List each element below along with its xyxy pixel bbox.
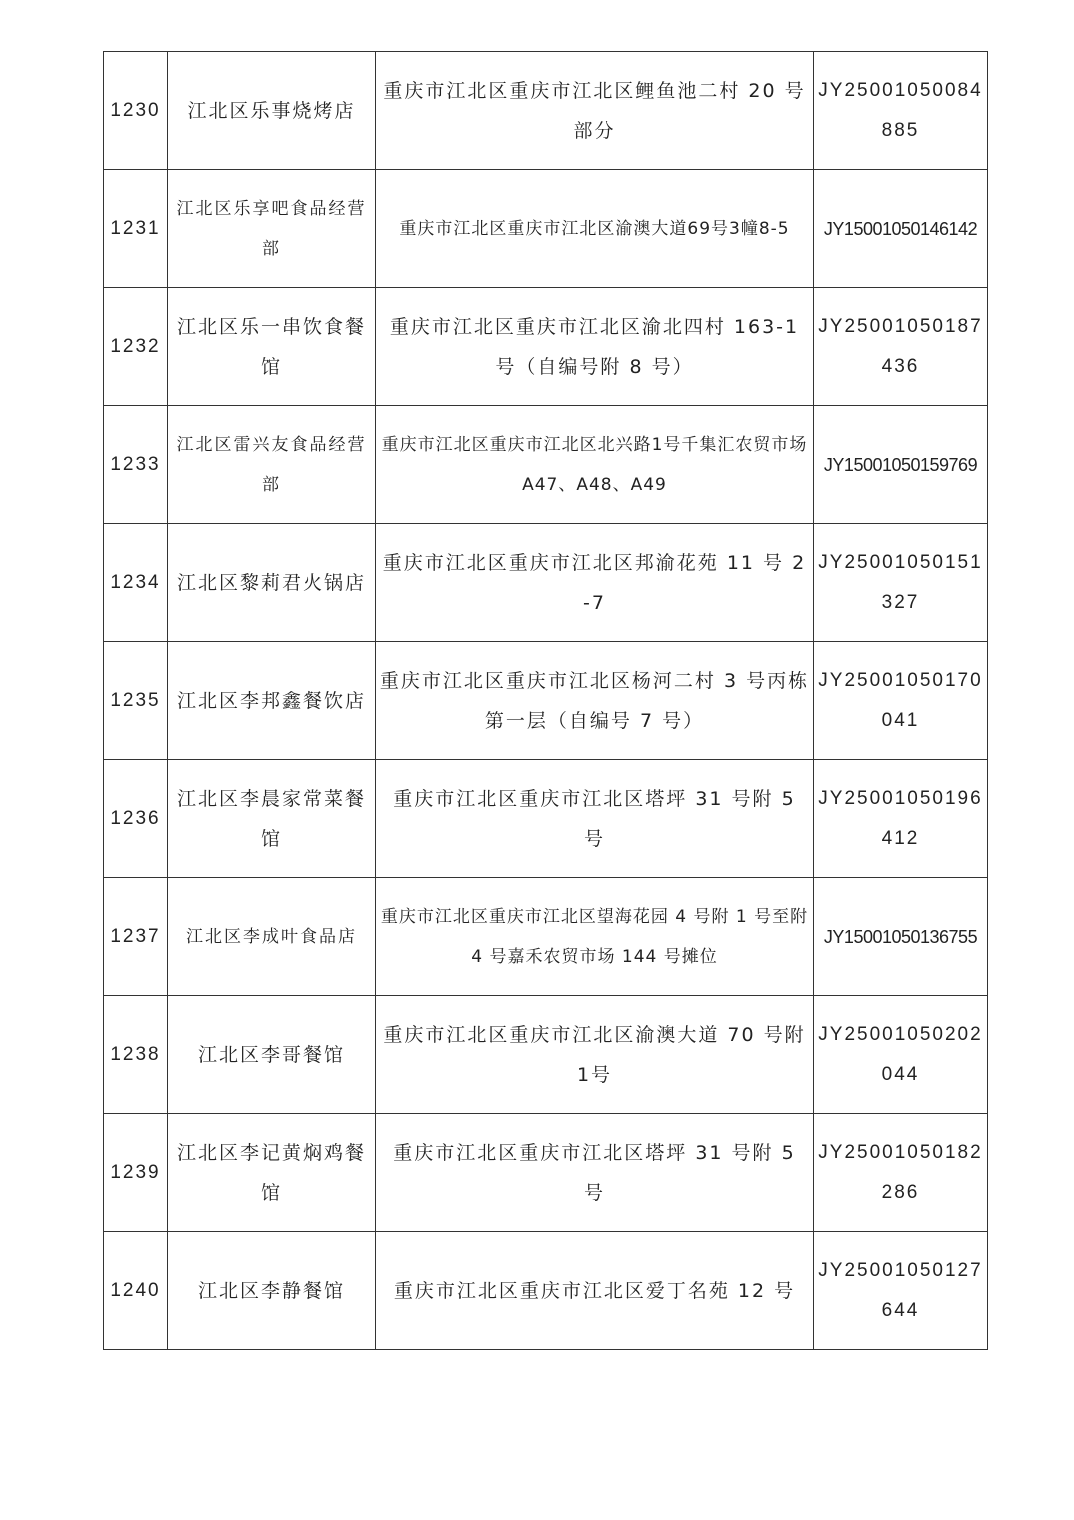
- business-name-cell: 江北区李邦鑫餐饮店: [168, 642, 376, 760]
- address-cell: 重庆市江北区重庆市江北区爱丁名苑 12 号: [376, 1232, 814, 1350]
- license-number-cell: JY15001050136755: [814, 878, 988, 996]
- address-cell: 重庆市江北区重庆市江北区渝澳大道 70 号附 1号: [376, 996, 814, 1114]
- row-number-cell: 1239: [104, 1114, 168, 1232]
- license-records-table: [103, 51, 988, 1350]
- license-number-cell: JY15001050146142: [814, 170, 988, 288]
- license-number-cell: JY25001050187436: [814, 288, 988, 406]
- license-number-cell: JY25001050170041: [814, 642, 988, 760]
- table-row: [104, 524, 988, 642]
- license-number-cell: JY25001050084885: [814, 52, 988, 170]
- license-number-cell: JY15001050159769: [814, 406, 988, 524]
- business-name-cell: 江北区乐一串饮食餐馆: [168, 288, 376, 406]
- table-row: [104, 288, 988, 406]
- business-name-cell: 江北区雷兴友食品经营部: [168, 406, 376, 524]
- address-cell: 重庆市江北区重庆市江北区塔坪 31 号附 5 号: [376, 1114, 814, 1232]
- table-row: [104, 1114, 988, 1232]
- address-cell: 重庆市江北区重庆市江北区鲤鱼池二村 20 号部分: [376, 52, 814, 170]
- row-number-cell: 1234: [104, 524, 168, 642]
- table-row: [104, 406, 988, 524]
- address-cell: 重庆市江北区重庆市江北区杨河二村 3 号丙栋第一层（自编号 7 号）: [376, 642, 814, 760]
- row-number-cell: 1237: [104, 878, 168, 996]
- table-row: [104, 996, 988, 1114]
- address-cell: 重庆市江北区重庆市江北区渝北四村 163-1 号（自编号附 8 号）: [376, 288, 814, 406]
- address-cell: 重庆市江北区重庆市江北区北兴路1号千集汇农贸市场 A47、A48、A49: [376, 406, 814, 524]
- license-number-cell: JY25001050151327: [814, 524, 988, 642]
- address-cell: 重庆市江北区重庆市江北区邦渝花苑 11 号 2-7: [376, 524, 814, 642]
- row-number-cell: 1236: [104, 760, 168, 878]
- business-name-cell: 江北区黎莉君火锅店: [168, 524, 376, 642]
- address-cell: 重庆市江北区重庆市江北区望海花园 4 号附 1 号至附 4 号嘉禾农贸市场 144 号摊位: [376, 878, 814, 996]
- business-name-cell: 江北区乐享吧食品经营部: [168, 170, 376, 288]
- table-row: [104, 642, 988, 760]
- business-name-cell: 江北区李静餐馆: [168, 1232, 376, 1350]
- row-number-cell: 1240: [104, 1232, 168, 1350]
- business-name-cell: 江北区李晨家常菜餐馆: [168, 760, 376, 878]
- license-number-cell: JY25001050196412: [814, 760, 988, 878]
- table-row: [104, 52, 988, 170]
- table-row: [104, 760, 988, 878]
- table-body: [104, 52, 988, 1350]
- row-number-cell: 1238: [104, 996, 168, 1114]
- license-number-cell: JY25001050182286: [814, 1114, 988, 1232]
- business-name-cell: 江北区李成叶食品店: [168, 878, 376, 996]
- address-cell: 重庆市江北区重庆市江北区渝澳大道69号3幢8-5: [376, 170, 814, 288]
- business-name-cell: 江北区乐事烧烤店: [168, 52, 376, 170]
- row-number-cell: 1235: [104, 642, 168, 760]
- row-number-cell: 1233: [104, 406, 168, 524]
- row-number-cell: 1232: [104, 288, 168, 406]
- table-row: [104, 878, 988, 996]
- business-name-cell: 江北区李记黄焖鸡餐馆: [168, 1114, 376, 1232]
- license-number-cell: JY25001050127644: [814, 1232, 988, 1350]
- row-number-cell: 1230: [104, 52, 168, 170]
- address-cell: 重庆市江北区重庆市江北区塔坪 31 号附 5 号: [376, 760, 814, 878]
- table-row: [104, 1232, 988, 1350]
- row-number-cell: 1231: [104, 170, 168, 288]
- license-number-cell: JY25001050202044: [814, 996, 988, 1114]
- business-name-cell: 江北区李哥餐馆: [168, 996, 376, 1114]
- table-row: [104, 170, 988, 288]
